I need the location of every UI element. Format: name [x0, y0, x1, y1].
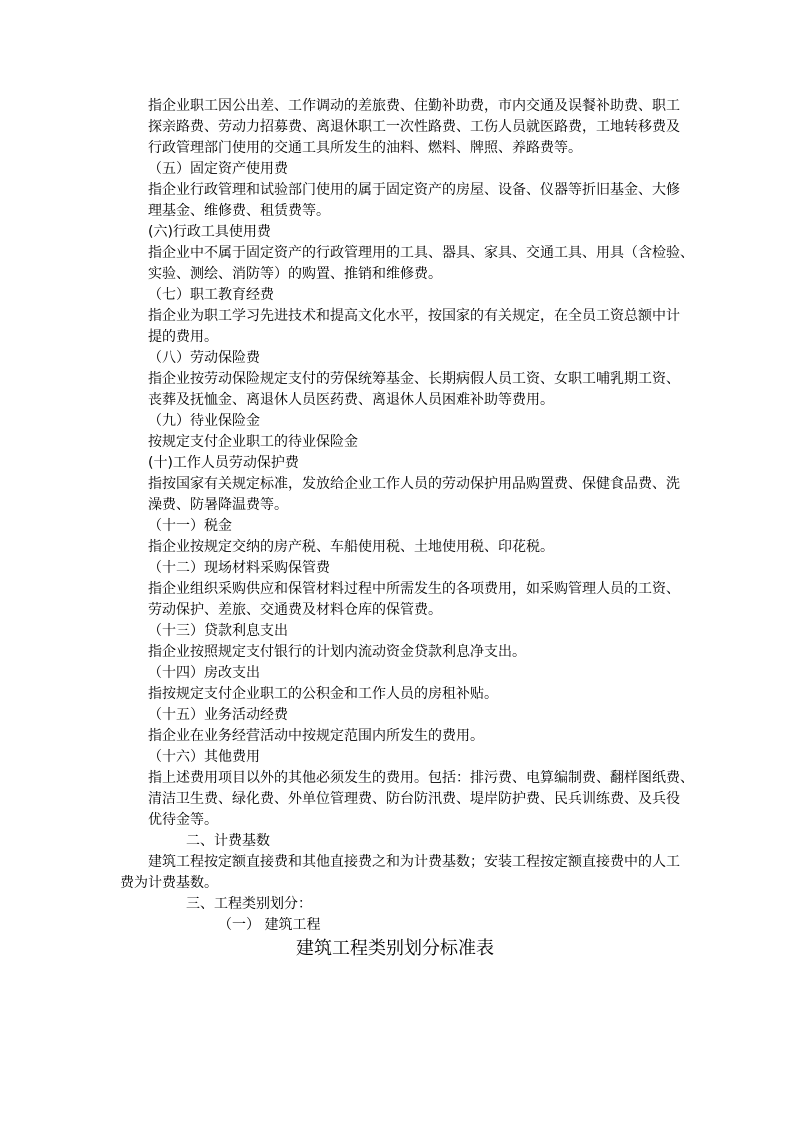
paragraph-line: 探亲路费、劳动力招募费、离退休职工一次性路费、工伤人员就医路费，工地转移费及: [148, 119, 680, 135]
paragraph-line: 提的费用。: [148, 329, 218, 345]
paragraph-line: 劳动保护、差旅、交通费及材料仓库的保管费。: [148, 602, 442, 618]
paragraph-line: 行政管理部门使用的交通工具所发生的油料、燃料、牌照、养路费等。: [148, 140, 582, 156]
paragraph-line: 理基金、维修费、租赁费等。: [148, 203, 330, 219]
paragraph-line: 指企业职工因公出差、工作调动的差旅费、住勤补助费，市内交通及误餐补助费、职工: [148, 98, 680, 114]
section-heading: （七）职工教育经费: [148, 287, 274, 303]
section-heading: （十二）现场材料采购保管费: [148, 560, 330, 576]
paragraph-line: 指企业按劳动保险规定支付的劳保统筹基金、长期病假人员工资、女职工哺乳期工资、: [148, 371, 680, 387]
section-heading: (十)工作人员劳动保护费: [148, 455, 299, 471]
section-heading: （十五）业务活动经费: [148, 707, 288, 723]
paragraph-line: 指企业中不属于固定资产的行政管理用的工具、器具、家具、交通工具、用具（含检验、: [148, 245, 694, 261]
paragraph-line: 指企业为职工学习先进技术和提高文化水平，按国家的有关规定，在全员工资总额中计: [148, 308, 680, 324]
paragraph-line: 费为计费基数。: [120, 875, 218, 891]
section-heading: （八）劳动保险费: [148, 350, 260, 366]
section-heading: （十三）贷款利息支出: [148, 623, 288, 639]
section-heading: （五）固定资产使用费: [148, 161, 288, 177]
paragraph-line: 优待金等。: [148, 812, 218, 828]
subsection-heading: （一） 建筑工程: [218, 917, 321, 933]
paragraph-line: 指企业按规定交纳的房产税、车船使用税、土地使用税、印花税。: [148, 539, 554, 555]
section-heading: 二、计费基数: [186, 833, 270, 849]
paragraph-line: 丧葬及抚恤金、离退休人员医药费、离退休人员困难补助等费用。: [148, 392, 554, 408]
section-heading: （十四）房改支出: [148, 665, 260, 681]
paragraph-line: 清洁卫生费、绿化费、外单位管理费、防台防汛费、堤岸防护费、民兵训练费、及兵役: [148, 791, 680, 807]
table-title: 建筑工程类别划分标准表: [296, 938, 494, 959]
paragraph-line: 建筑工程按定额直接费和其他直接费之和为计费基数；安装工程按定额直接费中的人工: [148, 854, 680, 870]
paragraph-line: 指企业行政管理和试验部门使用的属于固定资产的房屋、设备、仪器等折旧基金、大修: [148, 182, 680, 198]
section-heading: （九）待业保险金: [148, 413, 260, 429]
paragraph-line: 指企业按照规定支付银行的计划内流动资金贷款利息净支出。: [148, 644, 526, 660]
paragraph-line: 指上述费用项目以外的其他必须发生的费用。包括：排污费、电算编制费、翻样图纸费、: [148, 770, 694, 786]
paragraph-line: 实验、测绘、消防等）的购置、推销和维修费。: [148, 266, 442, 282]
paragraph-line: 指按规定支付企业职工的公积金和工作人员的房租补贴。: [148, 686, 498, 702]
paragraph-line: 澡费、防暑降温费等。: [148, 497, 288, 513]
section-heading: (六)行政工具使用费: [148, 224, 271, 240]
paragraph-line: 指企业组织采购供应和保管材料过程中所需发生的各项费用，如采购管理人员的工资、: [148, 581, 680, 597]
section-heading: （十一）税金: [148, 518, 232, 534]
paragraph-line: 指按国家有关规定标准，发放给企业工作人员的劳动保护用品购置费、保健食品费、洗: [148, 476, 680, 492]
section-heading: （十六）其他费用: [148, 749, 260, 765]
section-heading: 三、工程类别划分：: [186, 896, 312, 912]
paragraph-line: 指企业在业务经营活动中按规定范围内所发生的费用。: [148, 728, 484, 744]
paragraph-line: 按规定支付企业职工的待业保险金: [148, 434, 358, 450]
